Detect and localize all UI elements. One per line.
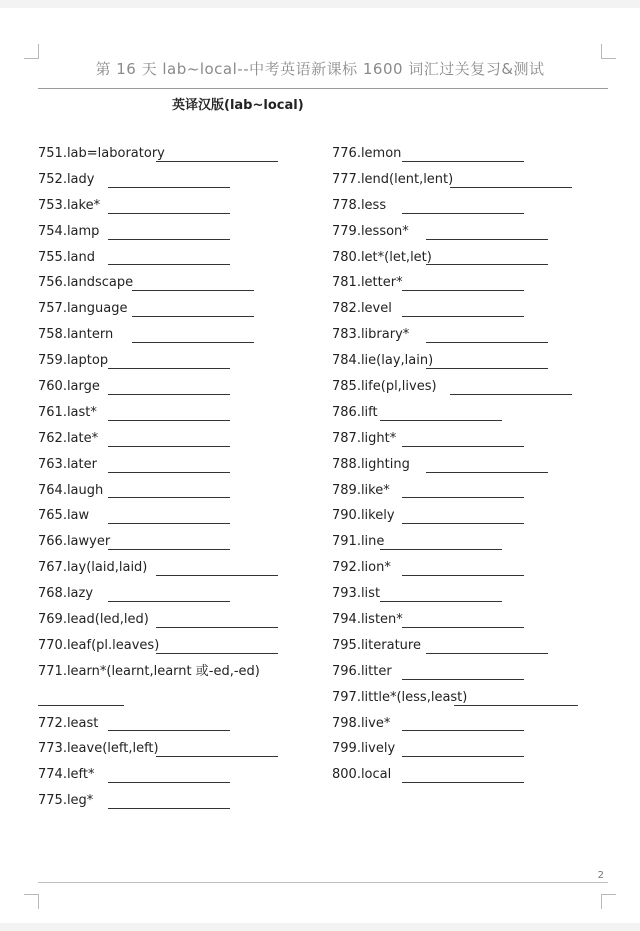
answer-blank[interactable] bbox=[156, 161, 278, 162]
vocab-word: 765.law bbox=[38, 508, 90, 524]
vocab-word: 787.light* bbox=[332, 430, 397, 446]
answer-blank[interactable] bbox=[156, 756, 278, 757]
vocab-entry bbox=[332, 740, 632, 766]
answer-blank[interactable] bbox=[156, 575, 278, 576]
vocab-entry bbox=[38, 456, 328, 482]
vocab-entry bbox=[38, 430, 328, 456]
answer-blank[interactable] bbox=[108, 394, 230, 395]
vocab-entry bbox=[332, 145, 632, 171]
vocab-entry bbox=[332, 352, 632, 378]
answer-blank[interactable] bbox=[402, 679, 524, 680]
left-word-column bbox=[38, 145, 328, 818]
vocab-word: 780.let*(let,let) bbox=[332, 249, 432, 265]
answer-blank[interactable] bbox=[454, 705, 578, 706]
right-word-column bbox=[332, 145, 632, 792]
vocab-entry bbox=[332, 663, 632, 689]
answer-blank[interactable] bbox=[426, 239, 548, 240]
vocab-entry bbox=[38, 792, 328, 818]
vocab-word: 794.listen* bbox=[332, 612, 403, 628]
crop-mark-bottom-left bbox=[24, 894, 39, 909]
answer-blank[interactable] bbox=[402, 446, 524, 447]
vocab-entry bbox=[332, 223, 632, 249]
vocab-entry bbox=[332, 326, 632, 352]
vocab-word: 779.lesson* bbox=[332, 223, 409, 239]
answer-blank[interactable] bbox=[450, 394, 572, 395]
vocab-entry bbox=[38, 715, 328, 741]
vocab-entry bbox=[38, 197, 328, 223]
document-page bbox=[0, 8, 640, 923]
answer-blank[interactable] bbox=[380, 420, 502, 421]
vocab-entry bbox=[332, 300, 632, 326]
answer-blank[interactable] bbox=[132, 342, 254, 343]
answer-blank[interactable] bbox=[402, 627, 524, 628]
vocab-entry bbox=[38, 326, 328, 352]
vocab-entry bbox=[332, 430, 632, 456]
answer-blank[interactable] bbox=[402, 782, 524, 783]
vocab-entry bbox=[332, 456, 632, 482]
vocab-word: 759.laptop bbox=[38, 353, 109, 369]
vocab-entry bbox=[332, 197, 632, 223]
vocab-entry bbox=[38, 559, 328, 585]
vocab-word: 777.lend(lent,lent) bbox=[332, 171, 454, 187]
vocab-word: 798.live* bbox=[332, 715, 391, 731]
answer-blank[interactable] bbox=[450, 187, 572, 188]
answer-blank[interactable] bbox=[108, 187, 230, 188]
answer-blank[interactable] bbox=[402, 756, 524, 757]
answer-blank[interactable] bbox=[426, 342, 548, 343]
vocab-entry bbox=[332, 766, 632, 792]
answer-blank[interactable] bbox=[402, 290, 524, 291]
answer-blank[interactable] bbox=[402, 316, 524, 317]
vocab-word: 791.line bbox=[332, 534, 385, 550]
vocab-entry bbox=[38, 352, 328, 378]
vocab-entry bbox=[332, 715, 632, 741]
vocab-word: 769.lead(led,led) bbox=[38, 612, 149, 628]
vocab-word: 761.last* bbox=[38, 404, 97, 420]
vocab-word: 800.local bbox=[332, 767, 392, 783]
vocab-word: 763.later bbox=[38, 456, 97, 472]
vocab-word: 757.language bbox=[38, 301, 128, 317]
answer-blank[interactable] bbox=[402, 497, 524, 498]
answer-blank[interactable] bbox=[108, 549, 230, 550]
answer-blank[interactable] bbox=[132, 290, 254, 291]
vocab-word: 786.lift bbox=[332, 404, 378, 420]
vocab-word: 790.likely bbox=[332, 508, 395, 524]
vocab-entry bbox=[332, 533, 632, 559]
vocab-word: 795.literature bbox=[332, 637, 421, 653]
vocab-entry bbox=[332, 637, 632, 663]
answer-blank[interactable] bbox=[156, 627, 278, 628]
vocab-word: 755.land bbox=[38, 249, 96, 265]
answer-blank[interactable] bbox=[108, 601, 230, 602]
vocab-entry bbox=[332, 611, 632, 637]
vocab-entry bbox=[332, 585, 632, 611]
vocab-entry bbox=[38, 663, 328, 689]
vocab-word: 788.lighting bbox=[332, 456, 410, 472]
vocab-word: 766.lawyer bbox=[38, 534, 111, 550]
answer-blank[interactable] bbox=[402, 575, 524, 576]
vocab-word: 792.lion* bbox=[332, 560, 391, 576]
vocab-word: 782.level bbox=[332, 301, 392, 317]
vocab-entry bbox=[38, 300, 328, 326]
vocab-word: 753.lake* bbox=[38, 197, 101, 213]
answer-blank[interactable] bbox=[156, 653, 278, 654]
answer-blank[interactable] bbox=[108, 446, 230, 447]
crop-mark-top-left bbox=[24, 44, 39, 59]
answer-blank[interactable] bbox=[426, 264, 548, 265]
vocab-word: 783.library* bbox=[332, 327, 410, 343]
vocab-word: 754.lamp bbox=[38, 223, 100, 239]
vocab-entry bbox=[38, 766, 328, 792]
section-subtitle: 英译汉版(lab~local) bbox=[172, 98, 304, 113]
vocab-word: 793.list bbox=[332, 586, 381, 602]
vocab-word: 751.lab=laboratory bbox=[38, 146, 165, 161]
footer-divider bbox=[38, 882, 608, 883]
answer-blank[interactable] bbox=[108, 420, 230, 421]
vocab-word: 781.letter* bbox=[332, 275, 403, 291]
vocab-entry bbox=[38, 145, 328, 171]
answer-blank[interactable] bbox=[108, 523, 230, 524]
vocab-word: 776.lemon bbox=[332, 146, 402, 161]
answer-blank[interactable] bbox=[402, 161, 524, 162]
vocab-word: 756.landscape bbox=[38, 275, 134, 291]
vocab-word: 778.less bbox=[332, 197, 387, 213]
answer-blank[interactable] bbox=[108, 497, 230, 498]
vocab-word: 775.leg* bbox=[38, 793, 94, 809]
answer-blank[interactable] bbox=[108, 808, 230, 809]
vocab-word: 773.leave(left,left) bbox=[38, 741, 159, 757]
vocab-entry bbox=[332, 171, 632, 197]
vocab-entry bbox=[38, 740, 328, 766]
vocab-entry bbox=[332, 689, 632, 715]
vocab-entry bbox=[38, 637, 328, 663]
vocab-word: 789.like* bbox=[332, 482, 390, 498]
page-number: 2 bbox=[597, 870, 604, 881]
vocab-entry bbox=[332, 404, 632, 430]
vocab-entry bbox=[332, 559, 632, 585]
header-divider bbox=[38, 88, 608, 89]
vocab-word: 768.lazy bbox=[38, 586, 94, 602]
vocab-entry bbox=[38, 482, 328, 508]
crop-mark-bottom-right bbox=[601, 894, 616, 909]
vocab-word: 770.leaf(pl.leaves) bbox=[38, 637, 160, 653]
vocab-word: 785.life(pl,lives) bbox=[332, 379, 437, 395]
vocab-entry bbox=[38, 689, 328, 715]
answer-blank[interactable] bbox=[426, 653, 548, 654]
vocab-word: 771.learn*(learnt,learnt 或-ed,-ed) bbox=[38, 663, 260, 679]
vocab-entry bbox=[38, 585, 328, 611]
vocab-word: 774.left* bbox=[38, 767, 95, 783]
answer-blank[interactable] bbox=[402, 523, 524, 524]
vocab-entry bbox=[332, 274, 632, 300]
vocab-entry bbox=[332, 249, 632, 275]
vocab-entry bbox=[38, 378, 328, 404]
vocab-entry bbox=[38, 249, 328, 275]
vocab-word: 762.late* bbox=[38, 430, 99, 446]
vocab-word: 767.lay(laid,laid) bbox=[38, 560, 148, 576]
vocab-word: 758.lantern bbox=[38, 327, 114, 343]
vocab-word: 797.little*(less,least) bbox=[332, 689, 468, 705]
answer-blank[interactable] bbox=[108, 782, 230, 783]
answer-blank[interactable] bbox=[108, 472, 230, 473]
answer-blank[interactable] bbox=[380, 549, 502, 550]
answer-blank[interactable] bbox=[426, 368, 548, 369]
vocab-entry bbox=[38, 404, 328, 430]
vocab-entry bbox=[38, 533, 328, 559]
answer-blank[interactable] bbox=[402, 730, 524, 731]
vocab-entry bbox=[332, 482, 632, 508]
vocab-entry bbox=[332, 378, 632, 404]
vocab-word: 764.laugh bbox=[38, 482, 104, 498]
answer-blank[interactable] bbox=[380, 601, 502, 602]
answer-blank[interactable] bbox=[132, 316, 254, 317]
vocab-entry bbox=[38, 611, 328, 637]
page-header-title: 第 16 天 lab~local--中考英语新课标 1600 词汇过关复习&测试 bbox=[95, 60, 545, 78]
answer-blank[interactable] bbox=[38, 705, 124, 706]
vocab-word: 772.least bbox=[38, 715, 99, 731]
answer-blank[interactable] bbox=[108, 264, 230, 265]
answer-blank[interactable] bbox=[108, 368, 230, 369]
vocab-word: 760.large bbox=[38, 379, 100, 395]
vocab-entry bbox=[38, 223, 328, 249]
vocab-word: 796.litter bbox=[332, 663, 392, 679]
answer-blank[interactable] bbox=[108, 239, 230, 240]
vocab-entry bbox=[38, 274, 328, 300]
vocab-word: 784.lie(lay,lain) bbox=[332, 353, 434, 369]
answer-blank[interactable] bbox=[108, 213, 230, 214]
answer-blank[interactable] bbox=[402, 213, 524, 214]
crop-mark-top-right bbox=[601, 44, 616, 59]
vocab-entry bbox=[332, 507, 632, 533]
vocab-entry bbox=[38, 507, 328, 533]
answer-blank[interactable] bbox=[426, 472, 548, 473]
answer-blank[interactable] bbox=[108, 730, 230, 731]
vocab-word: 752.lady bbox=[38, 171, 95, 187]
vocab-entry bbox=[38, 171, 328, 197]
vocab-word: 799.lively bbox=[332, 741, 396, 757]
